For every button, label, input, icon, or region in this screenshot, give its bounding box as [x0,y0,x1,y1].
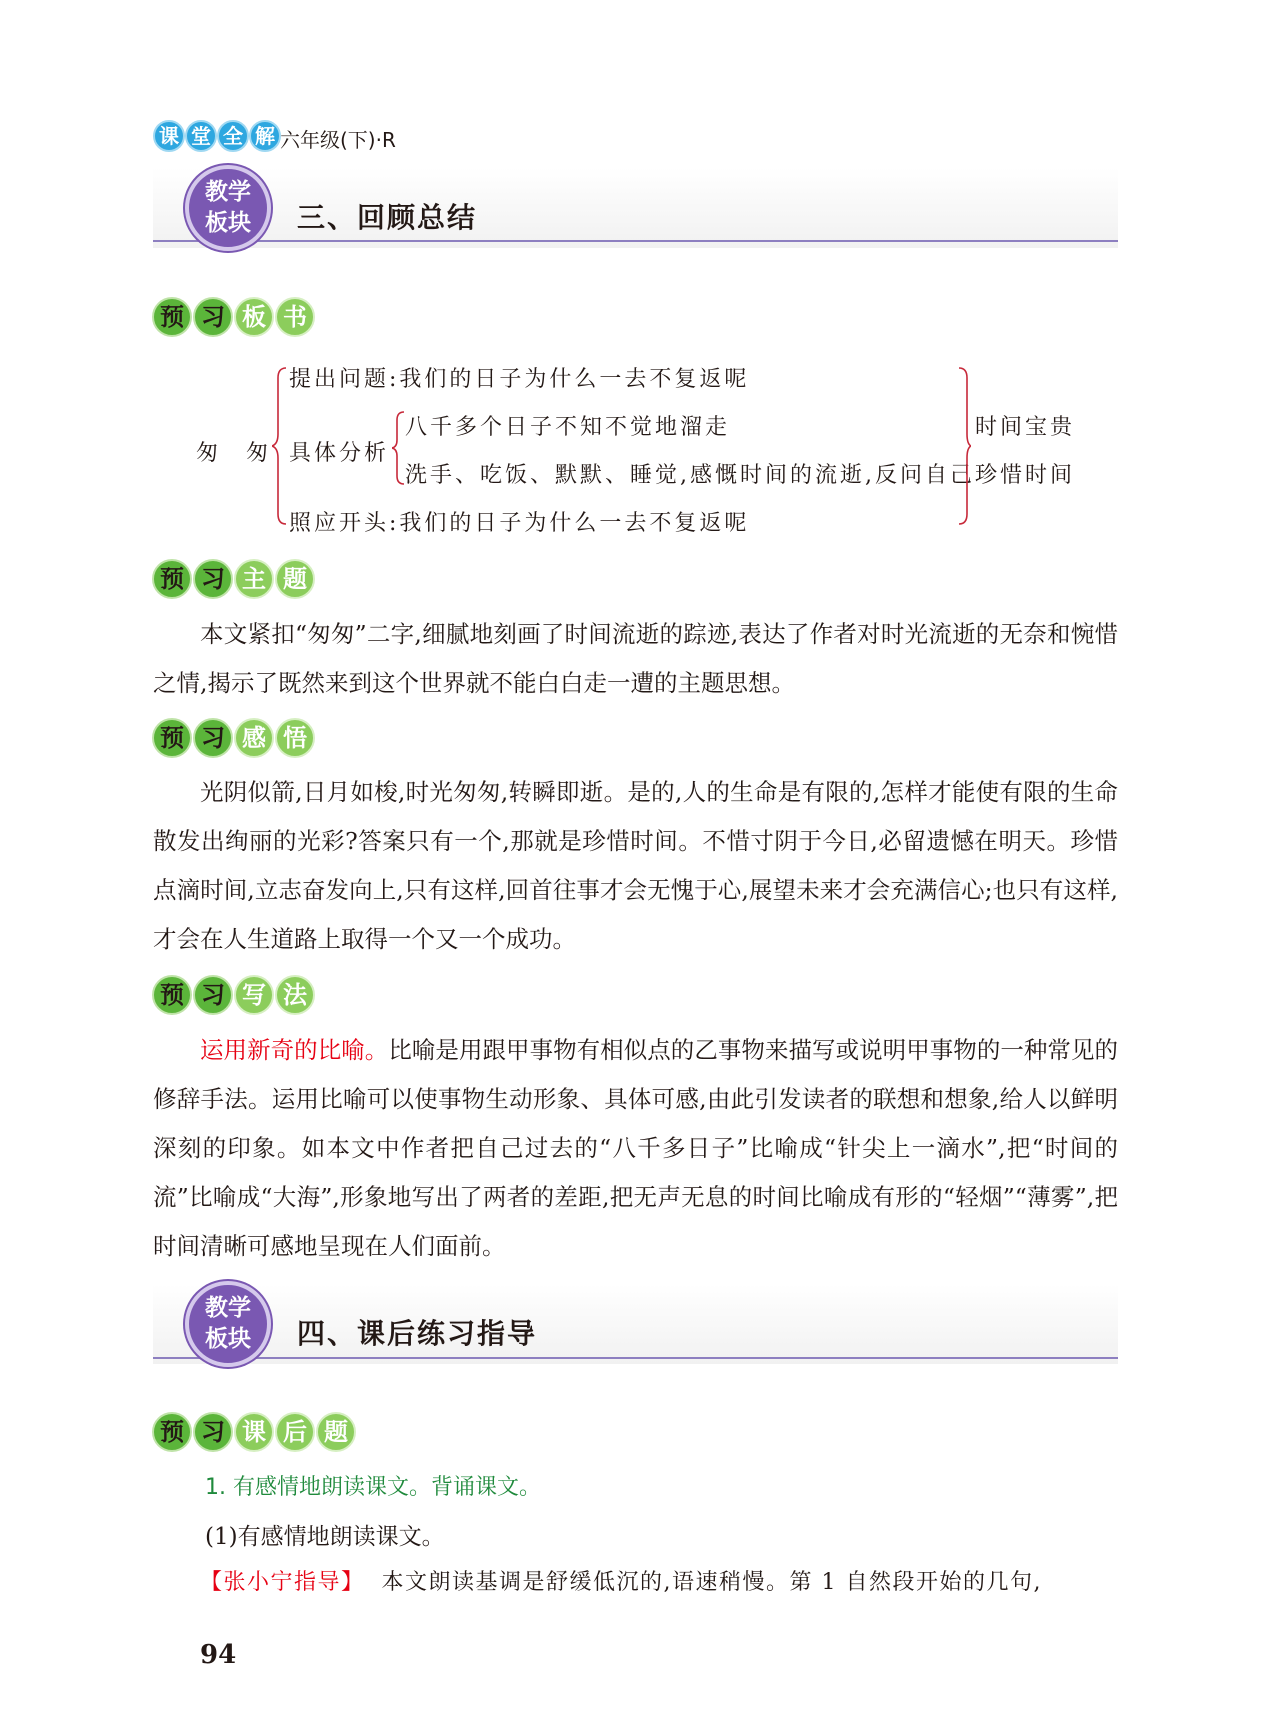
label-char: 题 [275,559,315,599]
label-char: 预 [152,975,192,1015]
board-row-analysis-label: 具体分析 [289,441,390,466]
label-char: 预 [152,1412,192,1452]
label-char: 预 [152,559,192,599]
label-char: 悟 [275,718,315,758]
board-left-brace [272,366,286,526]
board-inner-brace [392,410,406,486]
section-label-feeling [152,718,316,758]
logo-char: 解 [249,120,281,152]
badge-bottom: 板块 [205,210,251,236]
band-divider [153,240,1118,242]
section-label-board [152,297,316,337]
board-row-analysis-b: 洗手、吃饭、默默、睡觉,感慨时间的流逝,反问自己 [405,463,975,488]
module-title: 三、回顾总结 [297,201,478,234]
board-conclusion-1: 时间宝贵 [975,415,1076,440]
guide-text: 本文朗读基调是舒缓低沉的,语速稍慢。第 1 自然段开始的几句, [381,1570,1042,1595]
label-char: 主 [234,559,274,599]
module-badge [185,165,271,251]
board-row-echo: 照应开头:我们的日子为什么一去不复返呢 [289,511,750,536]
board-conclusion-2: 珍惜时间 [975,463,1076,488]
badge-top: 教学 [205,1295,251,1321]
logo-char: 课 [153,120,185,152]
board-root: 匆 匆 [196,441,272,466]
feeling-paragraph: 光阴似箭,日月如梭,时光匆匆,转瞬即逝。是的,人的生命是有限的,怎样才能使有限的生命散发出绚丽的光彩?答案只有一个,那就是珍惜时间。不惜寸阴于今日,必留遗憾在明天。珍惜点滴时间,立志奋发向上,只有这样,回首往事才会无愧于心,展望未来才会充满信心;也只有这样,才会在人生道路上取得一个又一个成功。 [153,778,1118,953]
label-char: 题 [316,1412,356,1452]
theme-paragraph: 本文紧扣“匆匆”二字,细腻地刻画了时间流逝的踪迹,表达了作者对时光流逝的无奈和惋惜之情,揭示了既然来到这个世界就不能白白走一遭的主题思想。 [153,620,1118,697]
label-char: 习 [193,1412,233,1452]
badge-top: 教学 [205,179,251,205]
logo-char: 全 [217,120,249,152]
module-badge [185,1281,271,1367]
series-logo [153,120,281,154]
label-char: 感 [234,718,274,758]
writing-body: 比喻是用跟甲事物有相似点的乙事物来描写或说明甲事物的一种常见的修辞手法。运用比喻可以使事物生动形象、具体可感,由此引发读者的联想和想象,给人以鲜明深刻的印象。如本文中作者把自己过去的“八千多日子”比喻成“针尖上一滴水”,把“时间的流”比喻成“大海”,形象地写出了两者的差距,把无声无息的时间比喻成有形的“轻烟”“薄雾”,把时间清晰可感地呈现在人们面前。 [153,1036,1119,1260]
label-char: 写 [234,975,274,1015]
board-right-brace [957,366,971,526]
section-label-writing [152,975,316,1015]
section-label-exercises [152,1412,357,1452]
exercise-question-1: 1. 有感情地朗读课文。背诵课文。 [205,1475,541,1500]
label-char: 预 [152,718,192,758]
label-char: 法 [275,975,315,1015]
label-char: 习 [193,975,233,1015]
label-char: 后 [275,1412,315,1452]
guide-name: 【张小宁指导】 [200,1570,365,1595]
section-label-theme [152,559,316,599]
band-divider [153,1357,1118,1359]
module-title: 四、课后练习指导 [297,1317,538,1350]
page-number: 94 [200,1640,237,1670]
teacher-guidance [200,1565,1042,1596]
label-char: 书 [275,297,315,337]
running-header-text: 六年级(下)·R [280,128,396,152]
writing-lead: 运用新奇的比喻。 [200,1036,389,1064]
board-row-analysis-a: 八千多个日子不知不觉地溜走 [405,415,731,440]
label-char: 习 [193,559,233,599]
board-row-question: 提出问题:我们的日子为什么一去不复返呢 [289,367,750,392]
label-char: 课 [234,1412,274,1452]
label-char: 板 [234,297,274,337]
label-char: 预 [152,297,192,337]
badge-bottom: 板块 [205,1326,251,1352]
writing-paragraph [153,1026,1118,1271]
logo-char: 堂 [185,120,217,152]
label-char: 习 [193,718,233,758]
label-char: 习 [193,297,233,337]
exercise-subquestion: (1)有感情地朗读课文。 [205,1524,445,1550]
